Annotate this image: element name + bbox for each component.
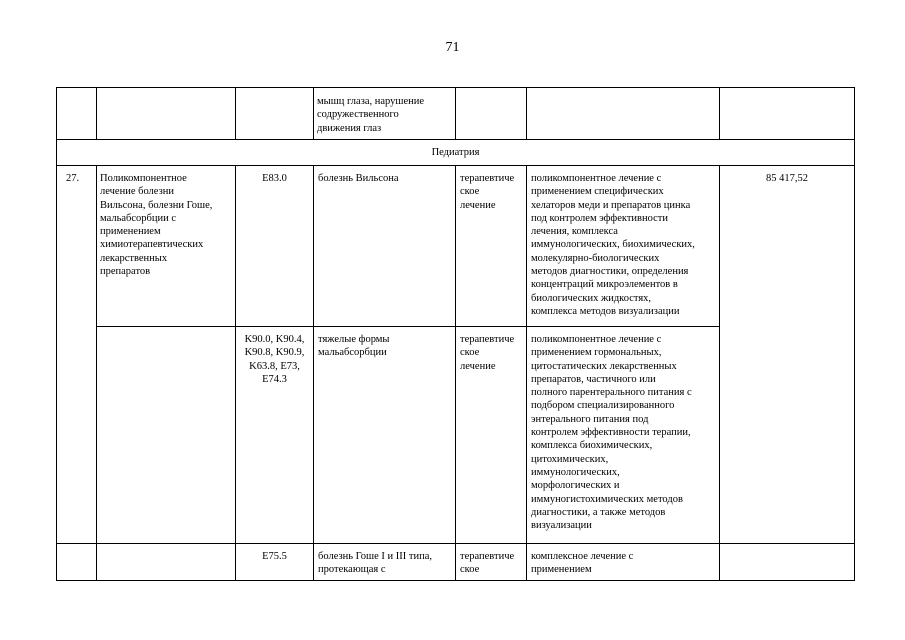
column-divider bbox=[526, 165, 527, 581]
column-divider bbox=[313, 87, 314, 140]
column-divider bbox=[313, 165, 314, 581]
row-divider bbox=[96, 326, 719, 327]
disease-model: тяжелые формы мальабсорбции bbox=[318, 334, 390, 359]
column-divider bbox=[455, 87, 456, 140]
table-border-left bbox=[56, 87, 57, 581]
column-divider bbox=[96, 87, 97, 140]
treatment-method: комплексное лечение с применением bbox=[531, 551, 634, 576]
page-number: 71 bbox=[445, 40, 460, 55]
disease-model: болезнь Вильсона bbox=[318, 173, 399, 184]
icd-codes: E83.0 bbox=[262, 173, 287, 184]
icd-codes: E75.5 bbox=[262, 551, 287, 562]
section-header-pediatrics: Педиатрия bbox=[431, 147, 480, 158]
treatment-type: терапевтиче ское лечение bbox=[460, 334, 515, 372]
continuation-disease-model: мышц глаза, нарушение содружественного движения глаз bbox=[317, 96, 425, 134]
disease-model: болезнь Гоше I и III типа, протекающая с bbox=[318, 551, 433, 576]
column-divider bbox=[526, 87, 527, 140]
treatment-method: поликомпонентное лечение с применением гормональных, цитостатических лекарственных препаратов, частичного или полного парентерального питания с подбором специализированного энтерального питания под контролем эффективности терапии, комплекса биохимических, цитохимических, иммунологических, морфологических и иммуногистохимических методов диагностики, а также методов визуализации bbox=[531, 334, 692, 532]
group-name: Поликомпонентное лечение болезни Вильсона, болезни Гоше, мальабсорбции с применением химиотерапевтических лекарственных препаратов bbox=[100, 173, 213, 278]
cost-value: 85 417,52 bbox=[766, 173, 808, 184]
column-divider bbox=[96, 165, 97, 581]
column-divider bbox=[235, 87, 236, 140]
icd-codes: K90.0, K90.4, K90.8, K90.9, K63.8, E73, E74.3 bbox=[244, 334, 305, 385]
column-divider bbox=[719, 87, 720, 140]
row-number: 27. bbox=[66, 173, 80, 184]
treatment-type: терапевтиче ское лечение bbox=[460, 173, 515, 211]
treatment-method: поликомпонентное лечение с применением специфических хелаторов меди и препаратов цинка под контролем эффективности лечения, комплекса иммунологических, биохимических, молекулярно-биологических методов диагностики, определения концентраций микроэлементов в биологических жидкостях, комплекса методов визуализации bbox=[531, 173, 695, 317]
column-divider bbox=[455, 165, 456, 581]
table-border-right bbox=[854, 87, 855, 581]
column-divider bbox=[719, 165, 720, 581]
treatment-type: терапевтиче ское bbox=[460, 551, 515, 576]
